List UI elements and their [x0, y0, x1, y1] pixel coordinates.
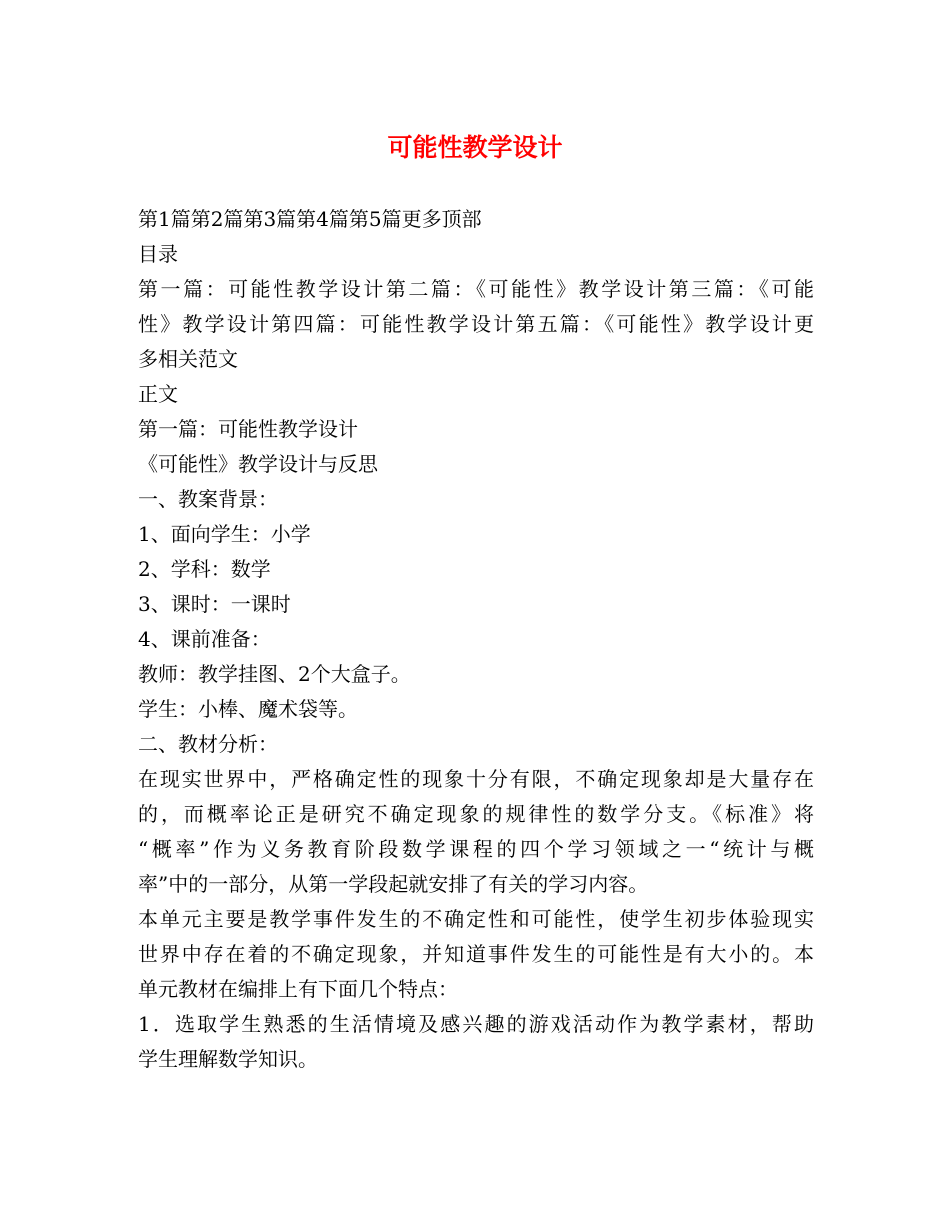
list-item: 3、课时：一课时: [138, 592, 291, 616]
section-heading: 二、教材分析：: [138, 732, 278, 756]
main-text-heading: 正文: [138, 382, 178, 406]
chapter-heading: 第一篇：可能性教学设计: [138, 417, 358, 441]
paragraph-line: 率”中的一部分，从第一学段起就安排了有关的学习内容。: [138, 872, 649, 896]
paragraph-line: 的，而概率论正是研究不确定现象的规律性的数学分支。《标准》将: [138, 802, 814, 826]
list-item: 4、课前准备：: [138, 627, 271, 651]
list-item: 教师：教学挂图、2个大盒子。: [138, 662, 411, 686]
toc-text-line: 性》教学设计第四篇：可能性教学设计第五篇：《可能性》教学设计更: [138, 312, 814, 336]
list-item: 1、面向学生：小学: [138, 522, 311, 546]
section-heading: 一、教案背景：: [138, 487, 278, 511]
paragraph-line: 本单元主要是教学事件发生的不确定性和可能性，使学生初步体验现实: [138, 907, 814, 931]
list-item: 2、学科：数学: [138, 557, 271, 581]
paragraph-line: “概率”作为义务教育阶段数学课程的四个学习领域之一“统计与概: [138, 837, 814, 861]
section-subtitle: 《可能性》教学设计与反思: [138, 452, 378, 476]
toc-heading: 目录: [138, 242, 178, 266]
paragraph-line: 在现实世界中，严格确定性的现象十分有限，不确定现象却是大量存在: [138, 767, 814, 791]
list-item: 学生：小棒、魔术袋等。: [138, 697, 358, 721]
document-body: [138, 202, 814, 1077]
paragraph-line: 1．选取学生熟悉的生活情境及感兴趣的游戏活动作为教学素材，帮助: [138, 1012, 814, 1036]
toc-text-line: 多相关范文: [138, 347, 238, 371]
paragraph-line: 世界中存在着的不确定现象，并知道事件发生的可能性是有大小的。本: [138, 942, 814, 966]
toc-nav-line: 第1篇第2篇第3篇第4篇第5篇更多顶部: [138, 207, 482, 231]
paragraph-line: 单元教材在编排上有下面几个特点：: [138, 977, 458, 1001]
paragraph-line: 学生理解数学知识。: [138, 1047, 318, 1071]
toc-text-line: 第一篇：可能性教学设计第二篇：《可能性》教学设计第三篇：《可能: [138, 277, 814, 301]
document-title: 可能性教学设计: [387, 133, 563, 162]
